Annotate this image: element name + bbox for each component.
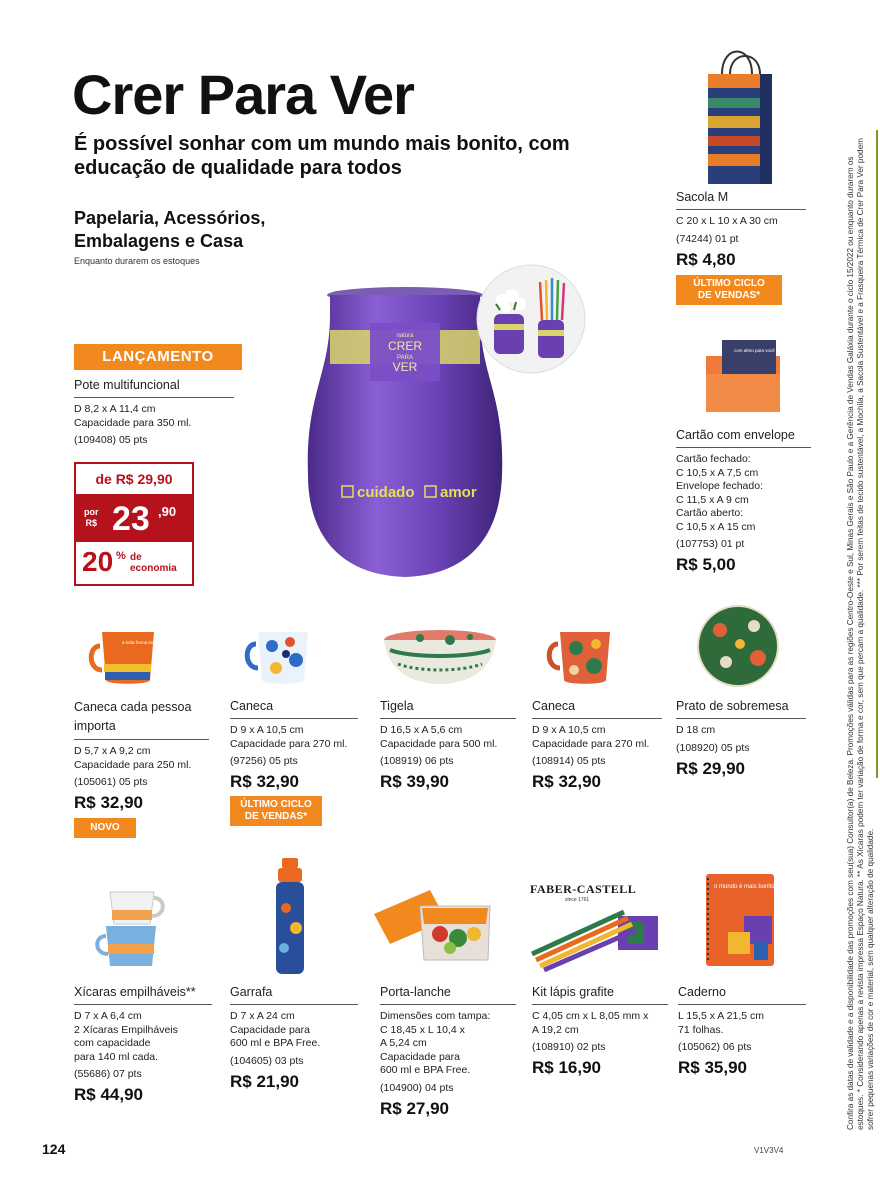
product-card-porta-lanche	[380, 984, 516, 1119]
spec-line: 600 ml e BPA Free.	[380, 1064, 471, 1076]
product-name: Prato de sobremesa	[676, 698, 806, 719]
product-code: (105062) 06 pts	[678, 1041, 752, 1053]
product-specs	[74, 1010, 212, 1064]
product-card-prato	[676, 698, 806, 779]
product-name: Kit lápis grafite	[532, 984, 668, 1005]
product-specs	[678, 1010, 806, 1037]
discount-label-line: de	[130, 552, 142, 563]
stackable-cups-image	[96, 884, 166, 974]
product-code: (105061) 05 pts	[74, 776, 148, 788]
spec-line: C 20 x L 10 x A 30 cm	[676, 215, 778, 227]
faber-castell-logo: FABER-CASTELL	[530, 882, 637, 896]
product-price: R$ 21,90	[230, 1071, 299, 1091]
spec-line: D 16,5 x A 5,6 cm	[380, 724, 463, 736]
pencil-kit-image	[528, 902, 660, 972]
vase-word-1: cuidado	[357, 484, 415, 501]
spec-line: Capacidade para 500 ml.	[380, 737, 498, 750]
mug-cada-pessoa-image	[92, 628, 162, 688]
product-specs	[230, 1010, 358, 1051]
spec-line: Dimensões com tampa:	[380, 1010, 491, 1022]
faber-castell-since: since 1761	[565, 897, 590, 903]
product-card-xicaras	[74, 984, 212, 1105]
promo-price-box	[74, 462, 194, 586]
new-tag: NOVO	[74, 818, 136, 838]
water-bottle-image	[272, 858, 308, 976]
product-specs	[74, 403, 234, 430]
product-code: (109408) 05 pts	[74, 434, 148, 446]
spec-line: Capacidade para	[380, 1050, 460, 1063]
legal-disclaimer: Confira as datas de validade e a disponibilidade das promoções com seu(sua) Consultor(a) de Beleza. Promoções válidas para as regiões Centro-Oeste e Sul, Minas Gerais e São Paulo e a Gerência de Vendas Galáxia durante o ciclo 15/2022 ou enquanto durarem os estoques. * Considerando apenas a revista impressa Espaço Natura. ** As Xícaras podem ter variação de forma e cor, sem que percam a qualidade. *** Por serem feitas de tecido sustentável, a Mochila, a Sacola Sustentável e a Frasqueira Térmica de Crer Para Ver podem sofrer pequenas variações de cor e material, sem qualquer alteração de qualidade.	[846, 138, 875, 1130]
discount-label	[130, 552, 177, 574]
spec-line: Cartão fechado:	[676, 453, 751, 465]
discount-label-line: economia	[130, 563, 177, 574]
discount-badge	[76, 542, 192, 584]
sacola-product-info	[676, 189, 806, 305]
price-cents: ,90	[158, 504, 177, 519]
product-specs	[532, 1010, 668, 1037]
product-price: R$ 32,90	[532, 772, 601, 791]
product-code: (108910) 02 pts	[532, 1041, 606, 1053]
spec-line: para 140 ml cada.	[74, 1050, 159, 1063]
product-card-garrafa	[230, 984, 358, 1092]
product-name: Tigela	[380, 698, 516, 719]
page-version-code: V1V3V4	[754, 1146, 784, 1155]
vase-usage-inset-image	[476, 258, 586, 380]
spec-line: D 7 x A 24 cm	[230, 1010, 295, 1022]
product-card-caneca-1	[230, 698, 358, 826]
product-price: R$ 44,90	[74, 1085, 143, 1104]
spec-line: A 5,24 cm	[380, 1037, 427, 1049]
spec-line: D 5,7 x A 9,2 cm	[74, 745, 151, 757]
discount-percent-sign: %	[116, 550, 126, 562]
product-specs	[676, 453, 811, 534]
lunch-box-image	[370, 884, 496, 968]
product-card-kit-lapis	[532, 984, 668, 1078]
spec-line: L 15,5 x A 21,5 cm	[678, 1010, 764, 1022]
product-code: (55686) 07 pts	[74, 1068, 142, 1080]
product-name: Caneca cada pessoa importa	[74, 698, 209, 740]
bowl-image	[380, 628, 500, 688]
product-name: Sacola M	[676, 189, 806, 210]
mug-text: a toda forma importa	[122, 640, 164, 645]
product-specs	[380, 724, 516, 751]
mug-orange-pattern-image	[548, 628, 618, 688]
por-text: por	[84, 507, 99, 517]
spec-line: 71 folhas.	[678, 1023, 724, 1036]
price-integer: 23	[112, 500, 150, 538]
product-name: Caderno	[678, 984, 806, 1005]
dessert-plate-image	[696, 604, 780, 688]
vase-text-1: CRER	[387, 339, 423, 353]
old-price: de R$ 29,90	[76, 464, 192, 496]
product-code: (107753) 01 pt	[676, 538, 745, 550]
spec-line: C 11,5 x A 9 cm	[676, 493, 749, 506]
product-code: (104900) 04 pts	[380, 1081, 454, 1094]
spec-line: A 19,2 cm	[532, 1023, 579, 1036]
tag-line: ÚLTIMO CICLO	[240, 799, 312, 810]
tag-line: DE VENDAS*	[697, 289, 761, 301]
product-card-caneca-2	[532, 698, 662, 792]
section-title: Papelaria, Acessórios, Embalagens e Casa	[74, 208, 266, 251]
product-code: (104605) 03 pts	[230, 1054, 304, 1067]
product-specs	[380, 1010, 516, 1078]
tag-line: ÚLTIMO CICLO	[693, 277, 765, 289]
product-code: (74244) 01 pt	[676, 232, 739, 245]
featured-product-info	[74, 377, 234, 446]
discount-number: 20	[82, 546, 114, 577]
spec-line: D 8,2 x A 11,4 cm	[74, 403, 156, 415]
product-price: R$ 5,00	[676, 555, 736, 574]
product-name: Pote multifuncional	[74, 377, 234, 398]
product-price: R$ 29,90	[676, 758, 745, 778]
product-name: Garrafa	[230, 984, 358, 1005]
spec-line: Capacidade para 350 ml.	[74, 416, 192, 429]
spec-line: C 18,45 x L 10,4 x	[380, 1023, 465, 1036]
spec-line: 600 ml e BPA Free.	[230, 1037, 321, 1049]
product-card-caderno	[678, 984, 806, 1078]
page-subtitle: É possível sonhar com um mundo mais bonito, com educação de qualidade para todos	[74, 133, 570, 179]
vase-text-2: PARA	[397, 355, 413, 361]
card-envelope-image	[704, 336, 784, 416]
page-title: Crer Para Ver	[72, 63, 414, 126]
spec-line: D 7 x A 6,4 cm	[74, 1010, 142, 1022]
vase-word-2: amor	[440, 484, 477, 501]
product-name: Caneca	[532, 698, 662, 719]
product-price: R$ 27,90	[380, 1098, 449, 1118]
last-cycle-tag	[230, 796, 322, 826]
side-divider	[876, 130, 878, 778]
vase-text-3: VER	[392, 360, 418, 374]
spec-line: D 9 x A 10,5 cm	[532, 724, 606, 736]
section-note: Enquanto durarem os estoques	[74, 256, 200, 266]
product-code: (108919) 06 pts	[380, 755, 454, 767]
spec-line: Capacidade para	[230, 1023, 310, 1036]
lancamento-badge: LANÇAMENTO	[74, 344, 242, 370]
product-code: (108914) 05 pts	[532, 755, 606, 767]
product-name: Porta-lanche	[380, 984, 516, 1005]
product-specs	[230, 724, 358, 751]
por-label	[84, 507, 99, 529]
gift-bag-image	[700, 38, 780, 188]
card-text: com afeto para você	[734, 348, 775, 353]
tag-line: DE VENDAS*	[244, 811, 308, 822]
product-price: R$ 32,90	[230, 772, 299, 791]
mug-blue-pattern-image	[246, 628, 316, 688]
notebook-image	[704, 872, 804, 968]
product-specs	[676, 724, 806, 738]
legal-disclaimer-column	[826, 120, 875, 1130]
product-card-tigela	[380, 698, 516, 792]
product-specs	[74, 745, 209, 772]
product-code: (108920) 05 pts	[676, 741, 750, 754]
product-price: R$ 16,90	[532, 1058, 601, 1077]
cartao-product-info	[676, 427, 811, 575]
notebook-text: o mundo é mais bonito com você.	[714, 884, 804, 890]
last-cycle-tag	[676, 275, 782, 305]
spec-line: Capacidade para 270 ml.	[532, 737, 650, 750]
product-card-caneca-cada-pessoa	[74, 698, 209, 838]
vase-brand-text: natura	[396, 333, 414, 339]
new-price	[76, 496, 192, 542]
currency-text: R$	[85, 518, 97, 528]
spec-line: Capacidade para 250 ml.	[74, 758, 192, 771]
spec-line: C 10,5 x A 7,5 cm	[676, 466, 759, 479]
product-price: R$ 39,90	[380, 772, 449, 791]
product-name: Xícaras empilháveis**	[74, 984, 212, 1005]
spec-line: C 4,05 cm x L 8,05 mm x	[532, 1010, 649, 1022]
spec-line: Cartão aberto:	[676, 507, 744, 519]
spec-line: Envelope fechado:	[676, 480, 763, 492]
spec-line: 2 Xícaras Empilháveis	[74, 1023, 178, 1036]
page-number: 124	[42, 1141, 66, 1157]
spec-line: Capacidade para 270 ml.	[230, 737, 348, 750]
product-price: R$ 35,90	[678, 1058, 747, 1077]
spec-line: D 18 cm	[676, 724, 716, 736]
spec-line: C 10,5 x A 15 cm	[676, 520, 756, 533]
product-price: R$ 32,90	[74, 793, 143, 812]
spec-line: com capacidade	[74, 1037, 151, 1049]
spec-line: D 9 x A 10,5 cm	[230, 724, 304, 736]
product-price: R$ 4,80	[676, 249, 736, 269]
product-specs	[532, 724, 662, 751]
product-name: Caneca	[230, 698, 358, 719]
product-specs	[676, 215, 806, 229]
product-name: Cartão com envelope	[676, 427, 811, 448]
product-code: (97256) 05 pts	[230, 755, 298, 767]
